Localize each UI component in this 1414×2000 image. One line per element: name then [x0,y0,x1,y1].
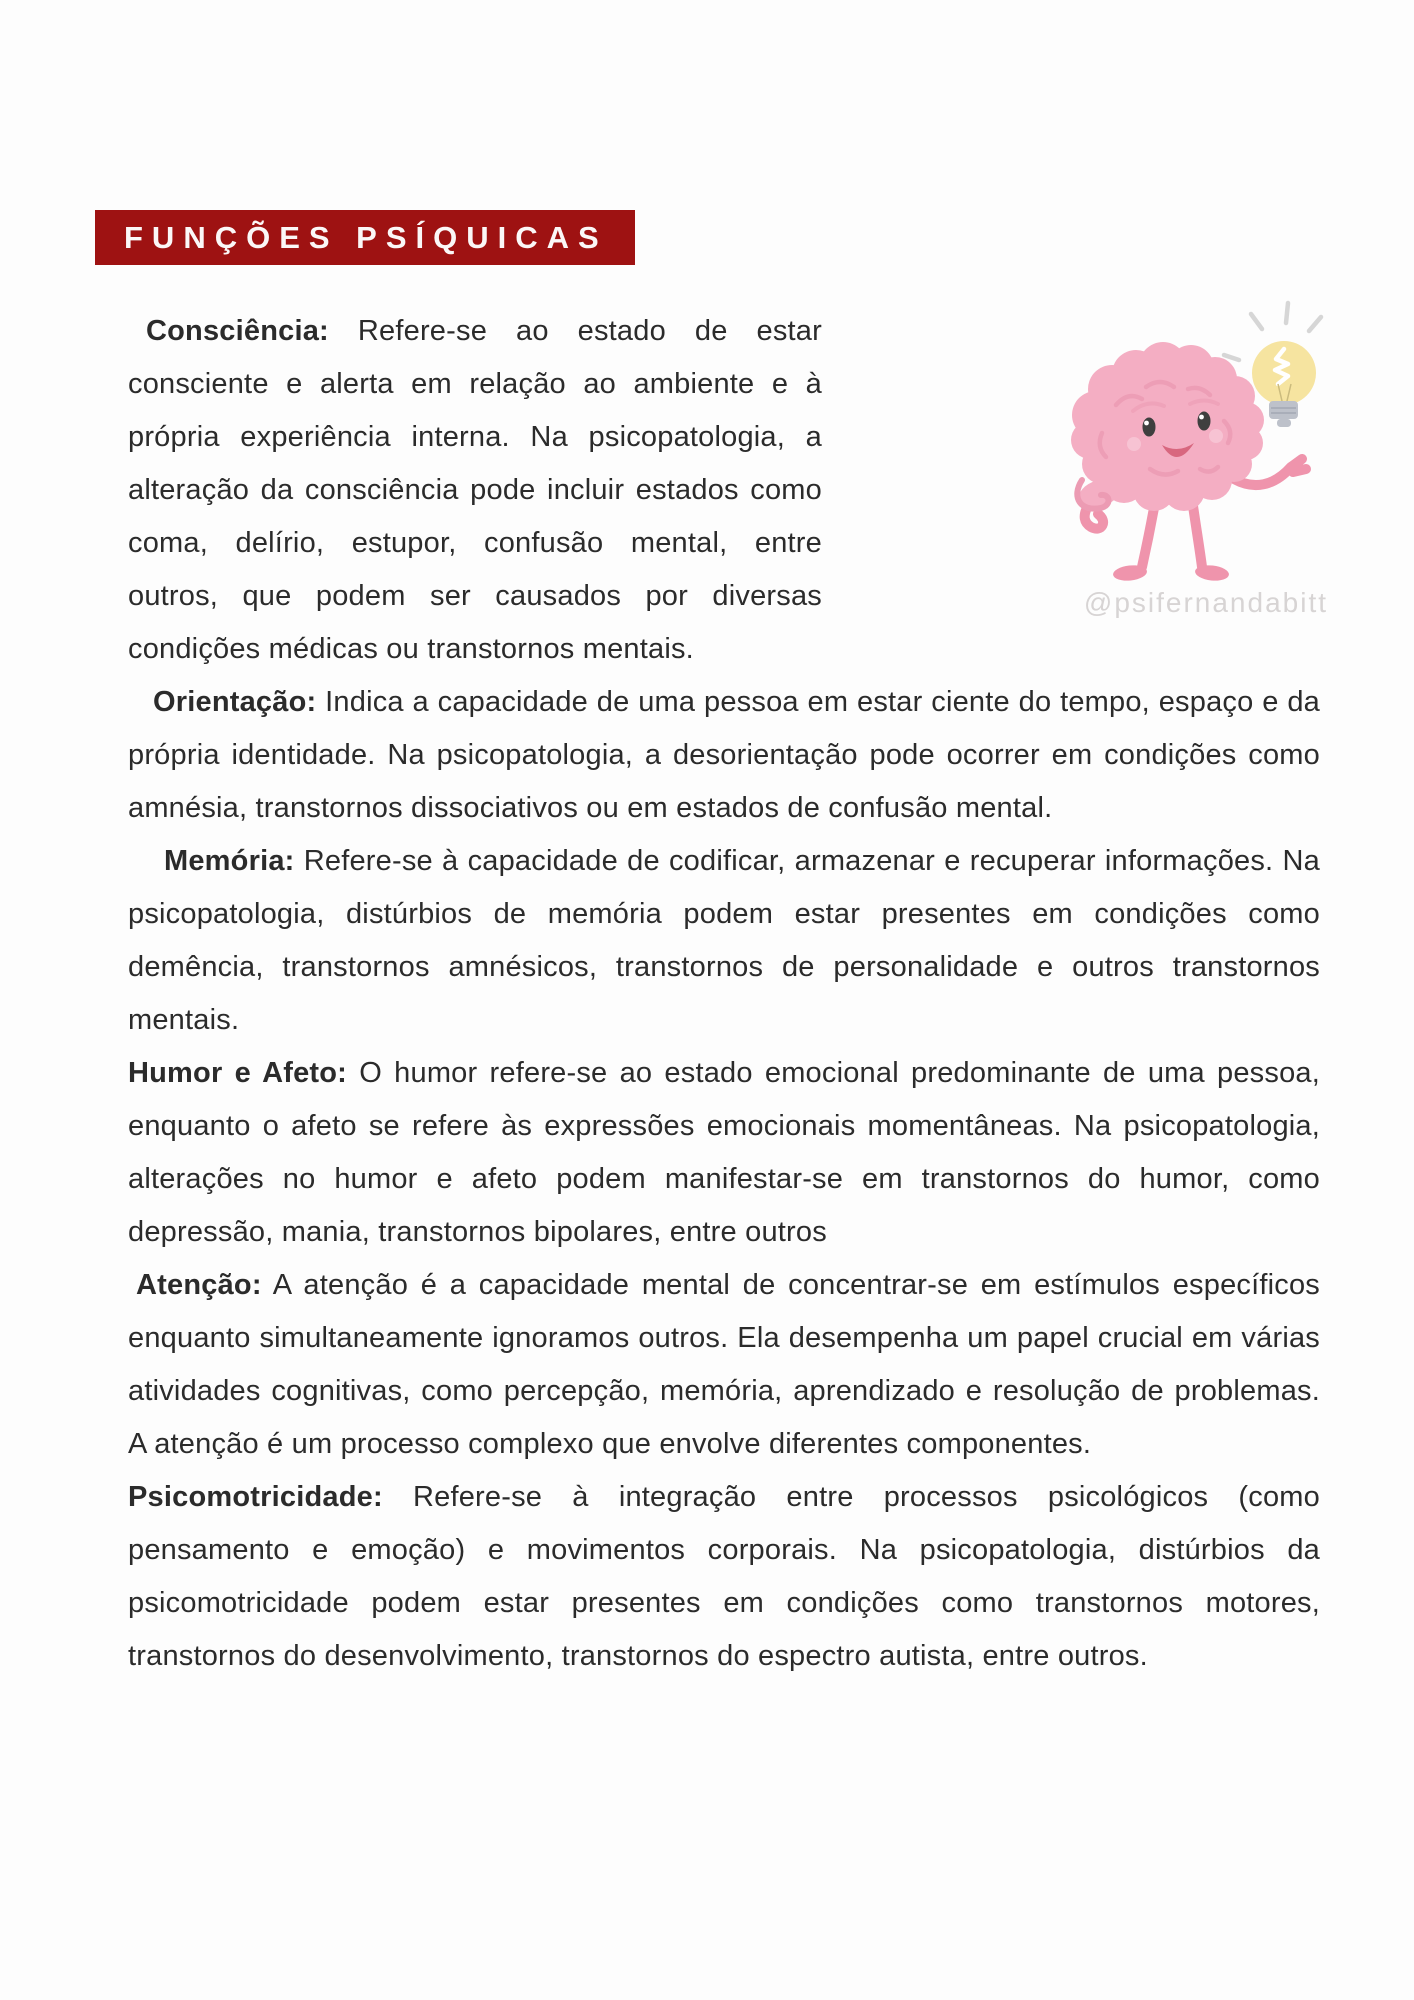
paragraph-memoria [128,835,1320,1047]
term-atencao: Atenção: [136,1269,262,1301]
brain-illustration [850,283,1328,631]
term-memoria: Memória: [164,845,295,877]
brain-lightbulb-graphic [850,283,1328,585]
text-orientacao: Indica a capacidade de uma pessoa em estar ciente do tempo, espaço e da própria identidade. Na psicopatologia, a desorientação pode ocorrer em condições como amnésia, transtornos dissociativos ou em estados de confusão mental. [128,686,1320,824]
paragraph-humor-afeto [128,1047,1320,1259]
text-atencao: A atenção é a capacidade mental de concentrar-se em estímulos específicos enquanto simultaneamente ignoramos outros. Ela desempenha um papel crucial em várias atividades cognitivas, como percepção, memória, aprendizado e resolução de problemas. A atenção é um processo complexo que envolve diferentes componentes. [128,1269,1320,1460]
text-psicomotricidade: Refere-se à integração entre processos psicológicos (como pensamento e emoção) e movimentos corporais. Na psicopatologia, distúrbios da psicomotricidade podem estar presentes em condições como transtornos motores, transtornos do desenvolvimento, transtornos do espectro autista, entre outros. [128,1481,1320,1672]
paragraph-orientacao [128,676,1320,835]
watermark: @psifernandabitt [1083,587,1328,618]
paragraph-atencao [128,1259,1320,1471]
term-orientacao: Orientação: [153,686,317,718]
term-psicomotricidade: Psicomotricidade: [128,1481,383,1513]
text-humor-afeto: O humor refere-se ao estado emocional predominante de uma pessoa, enquanto o afeto se refere às expressões emocionais momentâneas. Na psicopatologia, alterações no humor e afeto podem manifestar-se em transtornos do humor, como depressão, mania, transtornos bipolares, entre outros [128,1057,1320,1248]
page-title: FUNÇÕES PSÍQUICAS [95,210,635,265]
paragraph-psicomotricidade [128,1471,1320,1683]
term-consciencia: Consciência: [146,315,329,347]
document-body [128,305,1328,1683]
text-memoria: Refere-se à capacidade de codificar, armazenar e recuperar informações. Na psicopatologia, distúrbios de memória podem estar presentes em condições como demência, transtornos amnésicos, transtornos de personalidade e outros transtornos mentais. [128,845,1320,1036]
text-consciencia: Refere-se ao estado de estar consciente e alerta em relação ao ambiente e à própria experiência interna. Na psicopatologia, a alteração da consciência pode incluir estados como coma, delírio, estupor, confusão mental, entre outros, que podem ser causados por diversas condições médicas ou transtornos mentais. [128,315,822,665]
term-humor-afeto: Humor e Afeto: [128,1057,348,1089]
